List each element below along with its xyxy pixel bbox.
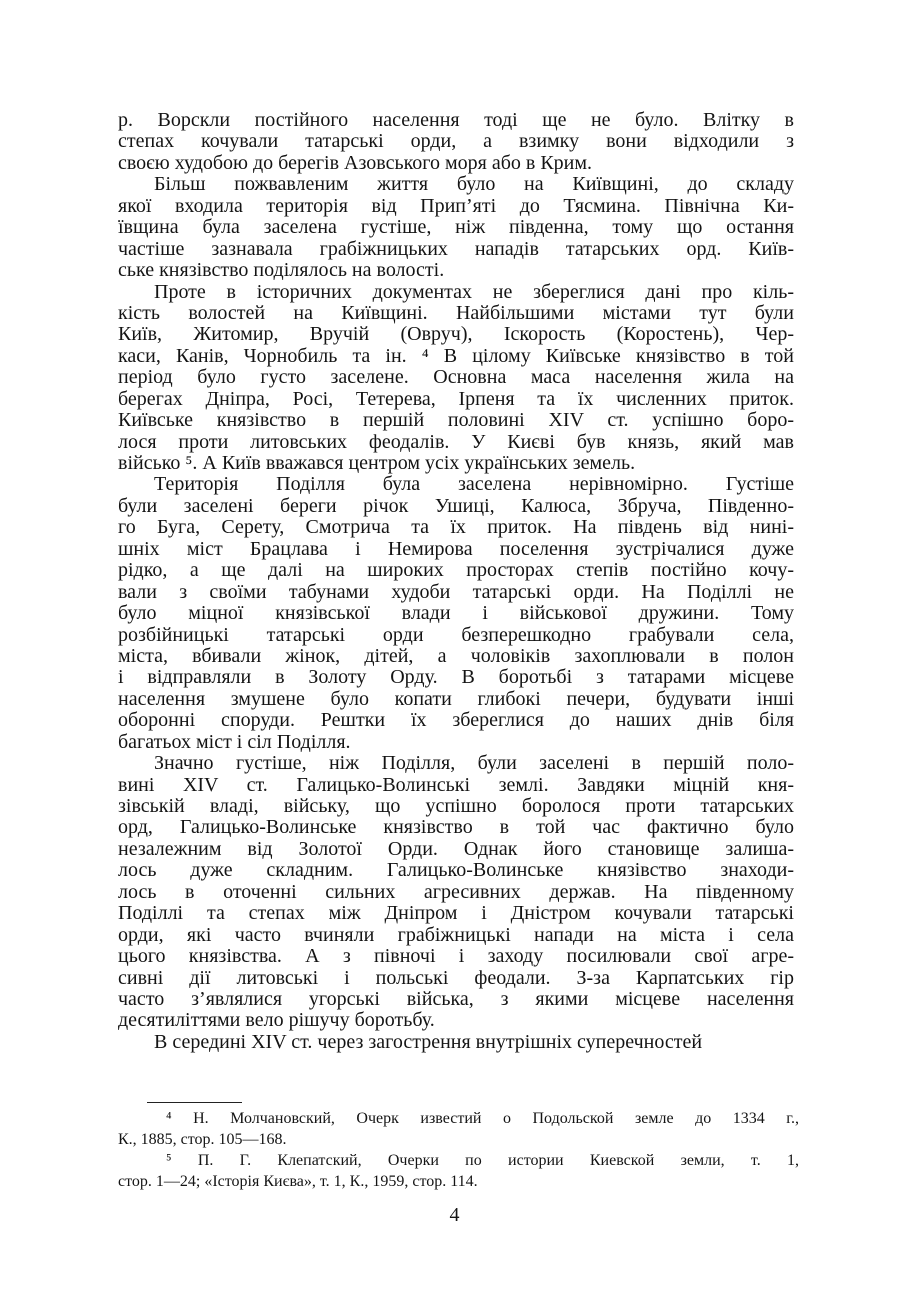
- text-line: населення змушене було копати глибокі печери, будувати інші: [118, 687, 794, 710]
- text-line: лось дуже складним. Галицько-Волинське князівство знаходи-: [118, 859, 794, 882]
- text-line: В середині XIV ст. через загострення внутрішніх суперечностей: [154, 1030, 703, 1053]
- text-line: Більш пожвавленим життя було на Київщині, до складу: [154, 173, 794, 196]
- text-line: орди, які часто вчиняли грабіжницькі напади на міста і села: [118, 923, 794, 946]
- text-line: Значно густіше, ніж Поділля, були заселені в першій поло-: [154, 752, 794, 775]
- text-line: ське князівство поділялось на волості.: [118, 259, 445, 282]
- text-line: Київське князівство в першій половині XIV ст. успішно боро-: [118, 409, 794, 432]
- text-line: р. Ворскли постійного населення тоді ще не було. Влітку в: [118, 109, 794, 131]
- footnote: [118, 1108, 799, 1150]
- text-line: оборонні споруди. Рештки їх збереглися до наших днів біля: [118, 709, 794, 732]
- footnote: [118, 1150, 799, 1192]
- text-line: і відправляли в Золоту Орду. В боротьбі з татарами місцеве: [118, 666, 794, 689]
- paragraph: [118, 753, 794, 1032]
- paragraph: [118, 1032, 794, 1053]
- text-line: Проте в історичних документах не збереглися дані про кіль-: [154, 280, 794, 303]
- text-line: рідко, а ще далі на широких просторах степів постійно кочу-: [118, 559, 794, 582]
- text-line: ївщина була заселена густіше, ніж південна, тому що остання: [118, 216, 794, 239]
- paragraph: [118, 474, 794, 753]
- text-line: часто з’являлися угорські війська, з якими місцеве населення: [118, 987, 794, 1010]
- paragraph: [118, 282, 794, 475]
- text-line: було міцної князівської влади і військової дружини. Тому: [118, 602, 794, 625]
- footnote-line: ⁵ П. Г. Клепатский, Очерки по истории Киевской земли, т. 1,: [166, 1152, 799, 1169]
- text-line: були заселені береги річок Ушиці, Калюса, Збруча, Південно-: [118, 494, 794, 517]
- text-line: каси, Канів, Чорнобиль та ін. ⁴ В цілому Київське князівство в той: [118, 344, 794, 367]
- text-line: Поділлі та степах між Дніпром і Дністром кочували татарські: [118, 902, 794, 925]
- text-line: якої входила територія від Прип’яті до Тясмина. Північна Ки-: [118, 194, 794, 217]
- text-line: кість волостей на Київщині. Найбільшими містами тут були: [118, 301, 794, 324]
- text-line: період було густо заселене. Основна маса населення жила на: [118, 366, 794, 389]
- text-line: го Буга, Серету, Смотрича та їх приток. На південь від нині-: [118, 516, 794, 539]
- footnote-line: К., 1885, стор. 105—168.: [118, 1131, 287, 1148]
- text-line: військо ⁵. А Київ вважався центром усіх українських земель.: [118, 452, 636, 474]
- text-line: вали з своїми табунами худоби татарські орди. На Поділлі не: [118, 580, 794, 603]
- text-line: розбійницькі татарські орди безперешкодно грабували села,: [118, 623, 794, 646]
- text-line: Київ, Житомир, Вручій (Овруч), Іскорость (Коростень), Чер-: [118, 323, 794, 346]
- footnote-line: ⁴ Н. Молчановский, Очерк известий о Подольской земле до 1334 г.,: [166, 1110, 799, 1127]
- text-line: степах кочували татарські орди, а взимку вони відходили з: [118, 130, 794, 153]
- text-line: десятиліттями вело рішучу боротьбу.: [118, 1009, 435, 1032]
- footnote-line: стор. 1—24; «Історія Києва», т. 1, К., 1959, стор. 114.: [118, 1173, 478, 1190]
- text-line: своєю худобою до берегів Азовського моря або в Крим.: [118, 151, 593, 174]
- main-text: [118, 110, 794, 1053]
- text-line: зівській владі, війську, що успішно боролося проти татарських: [118, 795, 794, 817]
- footnote-divider: [147, 1102, 242, 1103]
- paragraph: [118, 174, 794, 281]
- text-line: сивні дії литовські і польські феодали. З-за Карпатських гір: [118, 966, 794, 989]
- text-line: шніх міст Брацлава і Немирова поселення зустрічалися дуже: [118, 537, 794, 560]
- paragraph: [118, 110, 794, 174]
- text-line: берегах Дніпра, Росі, Тетерева, Ірпеня та їх численних приток.: [118, 387, 794, 410]
- text-line: частіше зазнавала грабіжницьких нападів татарських орд. Київ-: [118, 237, 794, 260]
- text-line: міста, вбивали жінок, дітей, а чоловіків захоплювали в полон: [118, 644, 794, 667]
- text-line: багатьох міст і сіл Поділля.: [118, 730, 351, 753]
- text-line: лось в оточенні сильних агресивних держав. На південному: [118, 880, 794, 903]
- text-line: орд, Галицько-Волинське князівство в той час фактично було: [118, 816, 794, 839]
- text-line: вині XIV ст. Галицько-Волинські землі. Завдяки міцній кня-: [118, 773, 794, 796]
- text-line: лося проти литовських феодалів. У Києві був князь, який мав: [118, 430, 794, 453]
- text-line: цього князівства. А з півночі і заходу посилювали свої агре-: [118, 945, 794, 968]
- footnotes: [118, 1108, 799, 1192]
- text-line: Територія Поділля була заселена нерівномірно. Густіше: [154, 473, 794, 496]
- text-line: незалежним від Золотої Орди. Однак його становище залиша-: [118, 837, 794, 860]
- page-number: 4: [449, 1204, 460, 1226]
